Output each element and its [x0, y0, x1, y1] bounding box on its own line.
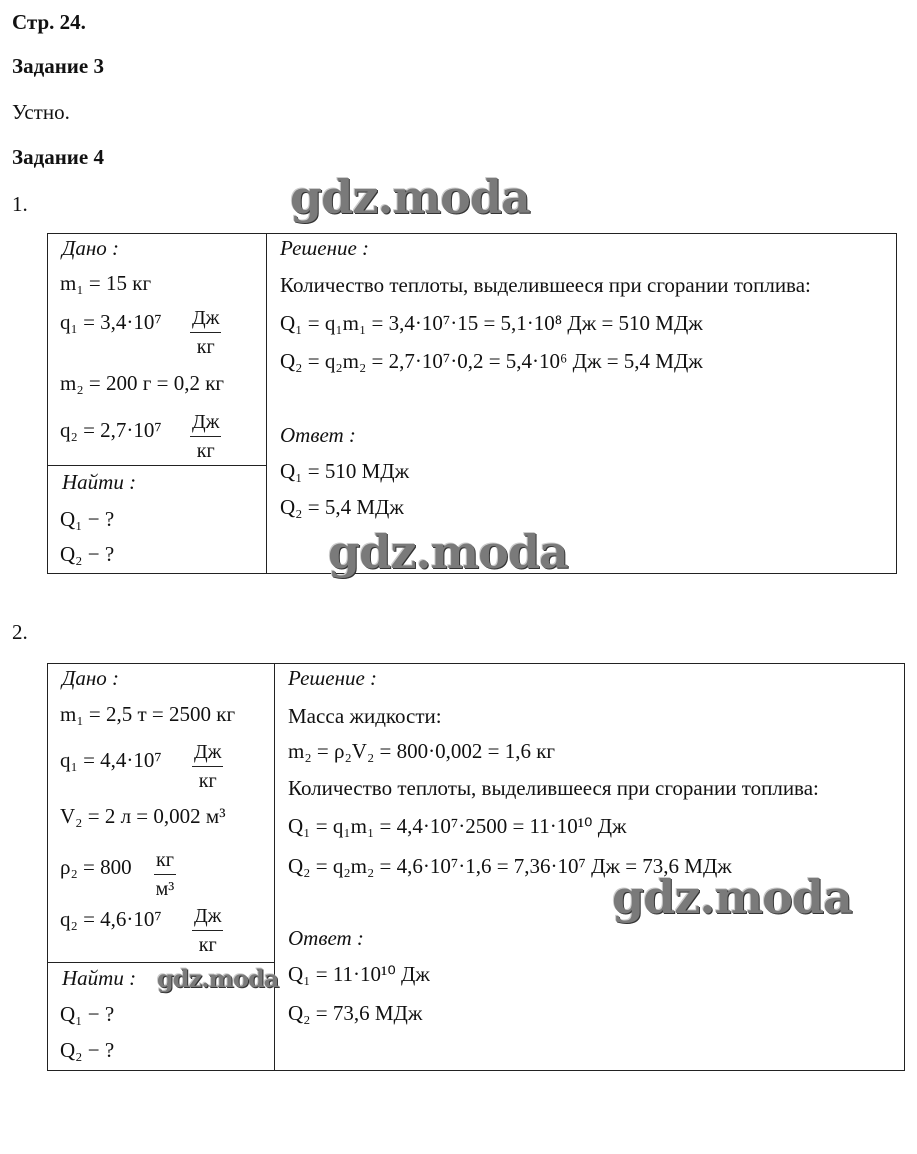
solution-label: Решение : [288, 666, 378, 690]
watermark: gdz.moda [612, 870, 852, 924]
unit-numerator: Дж [190, 408, 221, 437]
find-label: Найти : [62, 470, 137, 494]
unit-fraction [154, 846, 176, 903]
answer-line: Q₂ = 5,4 МДж [280, 495, 404, 519]
task-3-answer: Устно. [12, 100, 70, 124]
answer-line: Q₂ = 73,6 МДж [288, 1001, 423, 1025]
watermark: gdz.moda [328, 525, 568, 579]
row-divider [48, 465, 266, 466]
unit-numerator: Дж [190, 304, 221, 333]
given-label: Дано : [62, 236, 120, 260]
watermark: gdz.moda [290, 170, 530, 224]
problem-2-number: 2. [12, 620, 28, 644]
find-q2: Q₂ − ? [60, 1038, 115, 1062]
row-divider [48, 962, 274, 963]
given-m2: m₂ = 200 г = 0,2 кг [60, 371, 225, 395]
solution-line: Q₁ = q₁m₁ = 4,4·10⁷·2500 = 11·10¹⁰ Дж [288, 814, 627, 838]
solution-line: Q₁ = q₁m₁ = 3,4·10⁷·15 = 5,1·10⁸ Дж = 510 МДж [280, 311, 703, 335]
unit-fraction [190, 304, 221, 361]
answer-label: Ответ : [280, 423, 356, 447]
unit-numerator: Дж [192, 738, 223, 767]
unit-denominator: кг [198, 934, 217, 956]
given-q1: q₁ = 4,4·10⁷ [60, 748, 162, 772]
problem-1-table [47, 233, 897, 574]
given-label: Дано : [62, 666, 120, 690]
solution-line: Q₂ = q₂m₂ = 2,7·10⁷·0,2 = 5,4·10⁶ Дж = 5,4 МДж [280, 349, 703, 373]
solution-line: Количество теплоты, выделившееся при сгорании топлива: [288, 776, 819, 800]
unit-numerator: кг [154, 846, 176, 875]
unit-denominator: кг [196, 336, 215, 358]
given-m1: m₁ = 15 кг [60, 271, 152, 295]
solution-line: Q₂ = q₂m₂ = 4,6·10⁷·1,6 = 7,36·10⁷ Дж = 73,6 МДж [288, 854, 732, 878]
given-m1: m₁ = 2,5 т = 2500 кг [60, 702, 236, 726]
answer-line: Q₁ = 11·10¹⁰ Дж [288, 962, 430, 986]
task-4-heading: Задание 4 [12, 145, 104, 169]
problem-1-number: 1. [12, 192, 28, 216]
unit-denominator: кг [196, 440, 215, 462]
find-label: Найти : [62, 966, 137, 990]
given-rho2: ρ₂ = 800 [60, 855, 132, 879]
unit-denominator: м³ [155, 878, 175, 900]
solution-line: Масса жидкости: [288, 704, 442, 728]
page-number: Стр. 24. [12, 10, 86, 34]
find-q1: Q₁ − ? [60, 1002, 115, 1026]
find-q1: Q₁ − ? [60, 507, 115, 531]
unit-denominator: кг [198, 770, 217, 792]
find-q2: Q₂ − ? [60, 542, 115, 566]
watermark: gdz.moda [157, 964, 279, 993]
given-q2: q₂ = 4,6·10⁷ [60, 907, 162, 931]
unit-fraction [192, 738, 223, 795]
column-divider [274, 664, 275, 1070]
solution-line: m₂ = ρ₂V₂ = 800·0,002 = 1,6 кг [288, 739, 556, 763]
given-q1: q₁ = 3,4·10⁷ [60, 310, 162, 334]
unit-fraction [190, 408, 221, 465]
task-3-heading: Задание 3 [12, 54, 104, 78]
given-v2: V₂ = 2 л = 0,002 м³ [60, 804, 226, 828]
unit-fraction [192, 902, 223, 959]
answer-label: Ответ : [288, 926, 364, 950]
answer-line: Q₁ = 510 МДж [280, 459, 410, 483]
solution-line: Количество теплоты, выделившееся при сгорании топлива: [280, 273, 811, 297]
column-divider [266, 234, 267, 573]
given-q2: q₂ = 2,7·10⁷ [60, 418, 162, 442]
unit-numerator: Дж [192, 902, 223, 931]
solution-label: Решение : [280, 236, 370, 260]
problem-2-table [47, 663, 905, 1071]
